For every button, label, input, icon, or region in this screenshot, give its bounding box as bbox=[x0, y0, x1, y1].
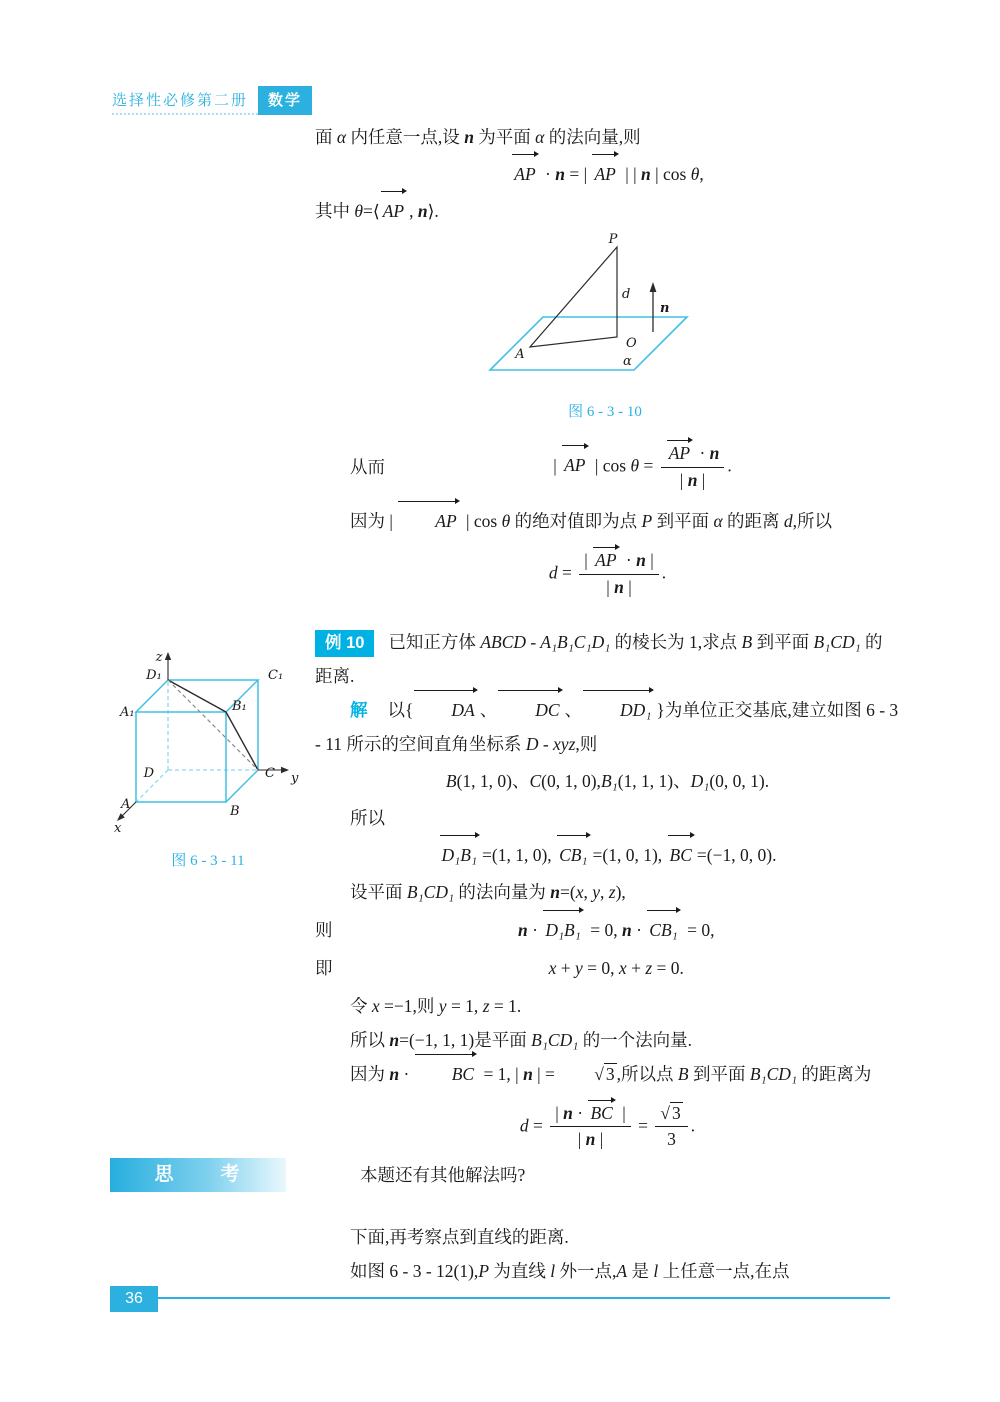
math-variable: y bbox=[575, 957, 583, 978]
math-variable: θ bbox=[354, 201, 363, 221]
math-text: . bbox=[690, 1114, 696, 1135]
math-vector-bold: n bbox=[585, 1129, 596, 1150]
math-variable: B₁CD₁ bbox=[749, 1063, 798, 1084]
paragraph-next-topic bbox=[315, 1220, 900, 1254]
math-vector-arrow: D₁B₁ bbox=[543, 913, 583, 947]
math-text: | bbox=[577, 1129, 586, 1150]
math-variable: d bbox=[548, 562, 558, 583]
math-text: 的距离为 bbox=[797, 1063, 872, 1084]
figure-6-3-10 bbox=[465, 232, 745, 429]
connector-ji: 即 bbox=[315, 957, 333, 978]
label-point-a: A bbox=[515, 347, 525, 362]
math-variable: B₁CD₁ bbox=[813, 631, 861, 652]
math-vector-arrow: AP bbox=[398, 504, 458, 538]
math-text: 3 bbox=[667, 1129, 676, 1150]
paragraph-normal-setup bbox=[315, 875, 900, 909]
page-header bbox=[112, 86, 312, 115]
math-vector-bold: n bbox=[523, 1063, 533, 1084]
example-10-paragraph bbox=[315, 625, 900, 693]
math-text: | cos bbox=[461, 510, 502, 531]
math-text: | | bbox=[620, 164, 642, 184]
label-vertex-b: B bbox=[230, 804, 240, 819]
math-vector-bold: n bbox=[641, 164, 651, 184]
math-text: (1, 1, 1)、 bbox=[617, 770, 691, 791]
label-point-o: O bbox=[626, 336, 637, 351]
math-variable: z bbox=[608, 881, 616, 902]
math-text: ,所以 bbox=[792, 510, 832, 531]
figure-6-3-10-caption: 图 6 - 3 - 10 bbox=[568, 404, 642, 420]
math-text: , bbox=[409, 201, 418, 221]
math-text: 令 bbox=[350, 995, 372, 1016]
math-text: 到平面 bbox=[688, 1063, 750, 1084]
math-variable: B bbox=[741, 631, 753, 652]
math-text: 到平面 bbox=[752, 631, 814, 652]
math-vector-arrow: CB₁ bbox=[647, 913, 679, 947]
math-vector-arrow: DC bbox=[498, 693, 561, 727]
math-text: | bbox=[697, 469, 706, 490]
fraction-numerator bbox=[579, 550, 658, 575]
main-text-column bbox=[315, 120, 900, 1163]
fraction-denominator bbox=[550, 1127, 630, 1151]
math-vector-arrow: CB₁ bbox=[557, 838, 589, 872]
paragraph-let-x bbox=[315, 989, 900, 1023]
figure-6-3-11-diagram bbox=[108, 610, 308, 842]
math-variable: d bbox=[783, 510, 793, 531]
math-text: + bbox=[556, 957, 576, 978]
connector-conger: 从而 bbox=[350, 457, 385, 478]
math-text: · bbox=[695, 443, 710, 463]
formula-normal-equations bbox=[333, 913, 901, 947]
math-text: =⟨ bbox=[362, 201, 380, 221]
math-text: · bbox=[572, 1102, 588, 1123]
label-vertex-d: D bbox=[143, 766, 154, 781]
paragraph-normal-result bbox=[315, 1023, 900, 1057]
math-text: · bbox=[399, 1063, 414, 1084]
formula-line-ji bbox=[315, 951, 900, 985]
math-text: 如图 6 - 3 - 12(1), bbox=[350, 1261, 479, 1281]
math-text: 为直线 bbox=[489, 1261, 551, 1281]
math-text: = bbox=[528, 1114, 548, 1135]
formula-projection-cos bbox=[385, 443, 900, 492]
math-vector-bold: n bbox=[621, 919, 632, 940]
math-variable: z bbox=[645, 957, 653, 978]
math-variable: θ bbox=[630, 455, 640, 476]
figure-6-3-11-caption: 图 6 - 3 - 11 bbox=[171, 853, 245, 869]
math-text: = 1, | bbox=[479, 1063, 524, 1084]
square-root bbox=[559, 1057, 616, 1091]
fraction bbox=[579, 550, 658, 599]
paragraph-suoyi: 所以 bbox=[350, 807, 385, 828]
math-text: =(−1, 0, 0). bbox=[696, 844, 777, 865]
triangle-pao bbox=[530, 247, 617, 347]
formula-distance-result bbox=[315, 1103, 900, 1152]
math-text: 的法向量为 bbox=[454, 881, 551, 902]
math-variable: B bbox=[445, 770, 457, 791]
math-text: , bbox=[699, 164, 704, 184]
formula-distance-plane bbox=[315, 550, 900, 599]
math-vector-arrow: AP bbox=[592, 157, 617, 191]
math-text: = 0. bbox=[652, 957, 684, 978]
math-text: (0, 1, 0), bbox=[541, 770, 601, 791]
math-text: = 0, bbox=[585, 919, 622, 940]
math-text: 面 bbox=[315, 127, 337, 147]
math-text: | bbox=[617, 1102, 626, 1123]
example-10-badge: 例 10 bbox=[315, 630, 374, 657]
math-text: · bbox=[527, 919, 543, 940]
label-vertex-d1: D₁ bbox=[146, 668, 162, 683]
math-text: · bbox=[540, 164, 556, 184]
math-vector-arrow: DA bbox=[414, 693, 476, 727]
math-text: 、 bbox=[564, 699, 583, 720]
normal-vector-n-arrow bbox=[650, 282, 657, 332]
plane-alpha-shape bbox=[490, 317, 687, 370]
math-variable: θ bbox=[690, 164, 700, 184]
math-variable: l bbox=[653, 1261, 659, 1281]
math-text: 、 bbox=[479, 699, 498, 720]
label-point-p: P bbox=[608, 232, 618, 247]
math-text: 本题还有其他解法吗? bbox=[360, 1165, 526, 1185]
label-vertex-c1: C₁ bbox=[268, 668, 284, 683]
fraction-denominator bbox=[579, 575, 658, 599]
math-text: = 1. bbox=[489, 995, 522, 1016]
label-axis-z: z bbox=[155, 650, 163, 665]
math-text: 下面,再考察点到直线的距离. bbox=[350, 1227, 569, 1247]
math-vector-bold: n bbox=[550, 881, 561, 902]
math-text: | bbox=[679, 469, 688, 490]
fraction-denominator bbox=[655, 1127, 687, 1151]
math-text: 的距离. bbox=[315, 631, 883, 686]
math-vector-arrow: DD₁ bbox=[583, 693, 653, 727]
footer-rule bbox=[158, 1297, 890, 1299]
math-vector-bold: n bbox=[417, 201, 428, 221]
math-text: =(1, 0, 1), bbox=[592, 844, 667, 865]
math-vector-bold: n bbox=[389, 1029, 400, 1050]
math-text: | bbox=[584, 549, 593, 570]
think-box: 思 考 bbox=[110, 1158, 286, 1192]
math-text: =−1,则 bbox=[379, 995, 439, 1016]
figure-6-3-10-diagram bbox=[465, 232, 745, 382]
math-vector-bold: n bbox=[464, 127, 474, 147]
label-normal-n: n bbox=[660, 301, 670, 316]
math-variable: P bbox=[478, 1261, 490, 1281]
math-text: · bbox=[621, 549, 637, 570]
solution-badge: 解 bbox=[350, 699, 368, 720]
math-text: (1, 1, 0)、 bbox=[456, 770, 530, 791]
math-variable: z bbox=[482, 995, 490, 1016]
math-text: ,则 bbox=[575, 733, 598, 754]
math-variable: A bbox=[616, 1261, 628, 1281]
math-vector-arrow: BC bbox=[668, 838, 694, 872]
math-variable: x bbox=[618, 957, 627, 978]
fraction bbox=[661, 443, 725, 492]
math-text: 内任意一点,设 bbox=[346, 127, 465, 147]
math-vector-bold: n bbox=[518, 919, 528, 940]
math-text: 上任意一点,在点 bbox=[658, 1261, 790, 1281]
math-text: · bbox=[631, 919, 647, 940]
math-variable: α bbox=[713, 510, 723, 531]
math-text: , bbox=[600, 881, 609, 902]
math-text: 其中 bbox=[315, 201, 355, 221]
math-text: = | bbox=[564, 164, 592, 184]
math-variable: ABCD - A₁B₁C₁D₁ bbox=[480, 631, 611, 652]
math-text: | cos bbox=[590, 455, 631, 476]
solution-paragraph bbox=[315, 693, 900, 761]
math-vector-arrow: AP bbox=[562, 448, 587, 482]
formula-dot-product bbox=[315, 157, 900, 191]
formula-line-therefore bbox=[315, 443, 900, 492]
math-variable: y bbox=[592, 881, 601, 902]
math-vector-bold: n bbox=[614, 576, 624, 597]
formula-basis-vectors bbox=[315, 838, 900, 872]
fraction-denominator bbox=[661, 468, 725, 492]
example-10-text bbox=[315, 632, 883, 686]
math-vector-bold: n bbox=[687, 469, 698, 490]
math-text: 设平面 bbox=[350, 881, 407, 902]
label-axis-y: y bbox=[291, 771, 299, 786]
math-text: | bbox=[595, 1129, 604, 1150]
math-variable: α bbox=[336, 127, 347, 147]
math-text: =(−1, 1, 1)是平面 bbox=[399, 1029, 532, 1050]
math-text: ⟩. bbox=[427, 201, 439, 221]
label-plane-alpha: α bbox=[623, 354, 632, 369]
math-vector-arrow: AP bbox=[595, 549, 617, 570]
math-text: 的距离 bbox=[722, 510, 784, 531]
math-variable: x bbox=[548, 957, 557, 978]
math-vector-bold: n bbox=[389, 1063, 400, 1084]
math-vector-bold: n bbox=[563, 1102, 573, 1123]
math-text: 所以 bbox=[350, 1029, 390, 1050]
math-vector-arrow: AP bbox=[512, 157, 537, 191]
math-text: | bbox=[645, 549, 654, 570]
fraction bbox=[655, 1103, 687, 1152]
math-variable: B₁CD₁ bbox=[531, 1029, 579, 1050]
math-text: | = bbox=[532, 1063, 560, 1084]
math-variable: C bbox=[529, 770, 542, 791]
solution-text bbox=[315, 700, 898, 754]
math-text: }为单位正交基底,建立如图 6 - 3 - 11 所示的空间直角坐标系 bbox=[315, 699, 899, 754]
math-text: = 0, bbox=[582, 957, 619, 978]
math-text: | bbox=[623, 576, 632, 597]
math-variable: α bbox=[535, 127, 545, 147]
math-vector-arrow: D₁B₁ bbox=[440, 838, 480, 872]
radical-symbol: √ bbox=[594, 1063, 604, 1084]
math-text: = 0, bbox=[682, 919, 715, 940]
math-vector-arrow: BC bbox=[590, 1102, 613, 1123]
connector-ze: 则 bbox=[315, 919, 333, 940]
paragraph-distance-reason bbox=[315, 504, 900, 538]
paragraph-line-distance-intro bbox=[315, 1254, 900, 1288]
think-question bbox=[360, 1158, 525, 1192]
math-variable: x bbox=[371, 995, 380, 1016]
label-distance-d: d bbox=[622, 287, 631, 302]
math-variable: P bbox=[641, 510, 653, 531]
math-text: = bbox=[633, 1114, 653, 1135]
math-variable: B₁ bbox=[600, 770, 618, 791]
figure-6-3-10-labels bbox=[514, 232, 669, 369]
math-text: = bbox=[557, 562, 577, 583]
math-text: = bbox=[639, 455, 658, 476]
formula-coordinates bbox=[315, 764, 900, 798]
paragraph-plane-point bbox=[315, 120, 900, 154]
math-text: | cos bbox=[650, 164, 691, 184]
math-text: 以{ bbox=[387, 699, 414, 720]
math-text: + bbox=[626, 957, 646, 978]
label-vertex-c: C bbox=[265, 766, 275, 781]
math-variable: y bbox=[438, 995, 447, 1016]
math-text: 的绝对值即为点 bbox=[510, 510, 642, 531]
math-text: | bbox=[606, 576, 615, 597]
math-variable: B₁CD₁ bbox=[406, 881, 455, 902]
math-variable: B bbox=[677, 1063, 689, 1084]
lower-section bbox=[110, 1158, 900, 1288]
math-text: | bbox=[555, 1102, 564, 1123]
math-text: 已知正方体 bbox=[388, 631, 481, 652]
math-variable: D - xyz bbox=[525, 733, 576, 754]
label-vertex-a: A bbox=[121, 797, 131, 812]
math-variable: x bbox=[575, 881, 584, 902]
math-text: 的法向量,则 bbox=[544, 127, 641, 147]
math-text: 是 bbox=[627, 1261, 654, 1281]
fraction-numerator bbox=[661, 443, 725, 468]
math-text: =(1, 1, 0), bbox=[482, 844, 557, 865]
fraction-numerator bbox=[550, 1103, 630, 1128]
math-variable: l bbox=[550, 1261, 556, 1281]
paragraph-theta-def bbox=[315, 194, 900, 228]
book-volume-label: 选择性必修第二册 bbox=[112, 86, 258, 115]
math-text: . bbox=[661, 562, 667, 583]
think-row bbox=[110, 1158, 900, 1192]
label-vertex-b1: B₁ bbox=[232, 699, 247, 714]
math-text: , bbox=[583, 881, 593, 902]
fraction bbox=[550, 1103, 630, 1152]
math-text: 因为 | bbox=[350, 510, 398, 531]
math-vector-arrow: AP bbox=[381, 194, 406, 228]
subject-badge: 数学 bbox=[258, 86, 312, 115]
math-text: | bbox=[553, 455, 562, 476]
square-root bbox=[660, 1103, 682, 1125]
radicand: 3 bbox=[605, 1063, 615, 1084]
math-text: ,所以点 bbox=[616, 1063, 678, 1084]
math-vector-arrow: BC bbox=[415, 1057, 476, 1091]
math-text: 为平面 bbox=[473, 127, 536, 147]
math-variable: d bbox=[519, 1114, 529, 1135]
math-vector-bold: n bbox=[709, 443, 720, 463]
radical-symbol: √ bbox=[660, 1102, 670, 1123]
math-text: (0, 0, 1). bbox=[709, 770, 770, 791]
fraction-numerator bbox=[655, 1103, 687, 1128]
radicand: 3 bbox=[671, 1102, 681, 1123]
math-vector-bold: n bbox=[555, 164, 565, 184]
math-variable: θ bbox=[501, 510, 511, 531]
formula-linear-equations bbox=[333, 951, 901, 985]
math-text: = 1, bbox=[446, 995, 483, 1016]
math-text: =( bbox=[560, 881, 576, 902]
math-text: 外一点, bbox=[555, 1261, 617, 1281]
formula-line-ze bbox=[315, 913, 900, 947]
math-vector-arrow: AP bbox=[668, 443, 691, 463]
math-variable: D₁ bbox=[690, 770, 710, 791]
label-axis-x: x bbox=[114, 821, 122, 836]
label-vertex-a1: A₁ bbox=[120, 705, 135, 720]
figure-6-3-11-labels bbox=[114, 650, 299, 836]
math-text: 的棱长为 1,求点 bbox=[610, 631, 742, 652]
math-text: 的一个法向量. bbox=[578, 1029, 693, 1050]
math-text: ), bbox=[615, 881, 626, 902]
math-text: . bbox=[727, 455, 732, 476]
math-vector-bold: n bbox=[636, 549, 646, 570]
figure-6-3-11 bbox=[103, 610, 313, 870]
math-text: 因为 bbox=[350, 1063, 390, 1084]
paragraph-because bbox=[315, 1057, 900, 1091]
page-number: 36 bbox=[110, 1286, 158, 1312]
math-text: 到平面 bbox=[652, 510, 714, 531]
